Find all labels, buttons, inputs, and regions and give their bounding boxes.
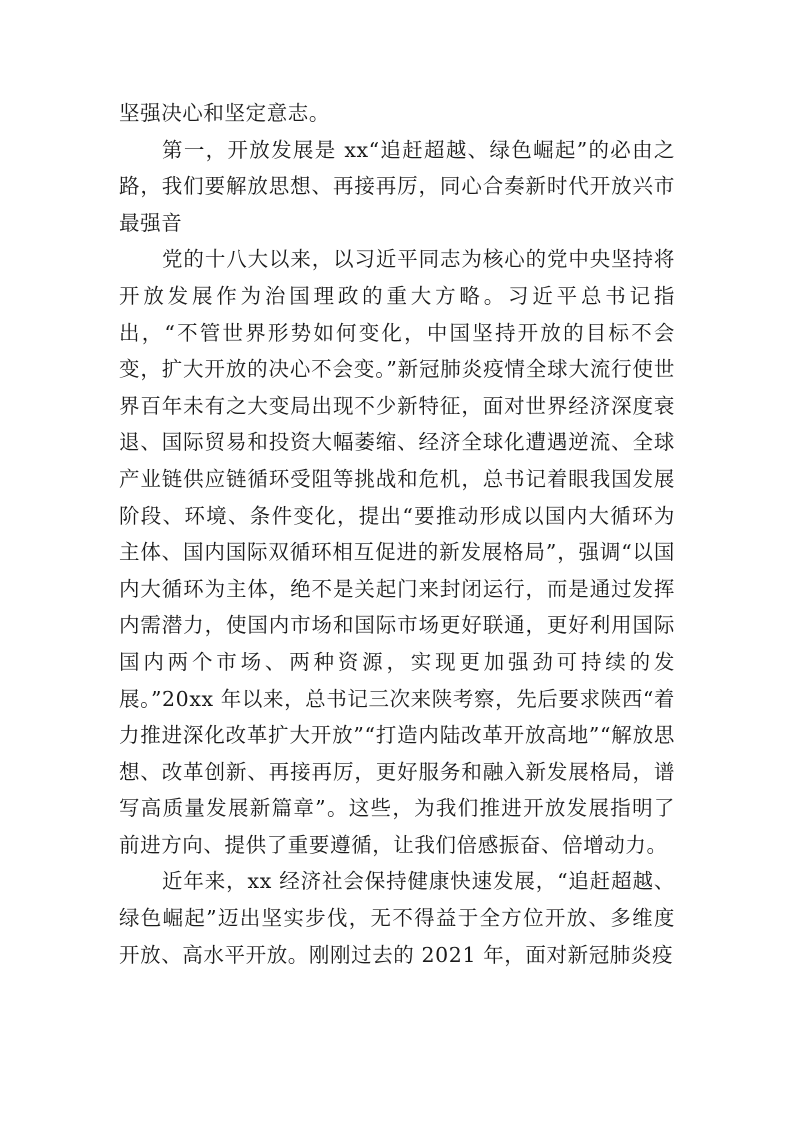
paragraph-section-heading: 第一，开放发展是 xx“追赶超越、绿色崛起”的必由之路，我们要解放思想、再接再厉，同心合奏新时代开放兴市最强音 (119, 137, 675, 235)
document-body (119, 95, 675, 973)
paragraph-continuation: 坚强决心和坚定意志。 (119, 101, 330, 125)
paragraph-body: 党的十八大以来，以习近平同志为核心的党中央坚持将开放发展作为治国理政的重大方略。习近平总书记指出，“不管世界形势如何变化，中国坚持开放的目标不会变，扩大开放的决心不会变。”新冠肺炎疫情全球大流行使世界百年未有之大变局出现不少新特征，面对世界经济深度衰退、国际贸易和投资大幅萎缩、经济全球化遭遇逆流、全球产业链供应链循环受阻等挑战和危机，总书记着眼我国发展阶段、环境、条件变化，提出“要推动形成以国内大循环为主体、国内国际双循环相互促进的新发展格局”，强调“以国内大循环为主体，绝不是关起门来封闭运行，而是通过发挥内需潜力，使国内市场和国际市场更好联通，更好利用国际国内两个市场、两种资源，实现更加强劲可持续的发展。”20xx 年以来，总书记三次来陕考察，先后要求陕西“着力推进深化改革扩大开放”“打造内陆改革开放高地”“解放思想、改革创新、再接再厉，更好服务和融入新发展格局，谱写高质量发展新篇章”。这些，为我们推进开放发展指明了前进方向、提供了重要遵循，让我们倍感振奋、倍增动力。 (119, 247, 675, 857)
paragraph-body: 近年来，xx 经济社会保持健康快速发展，“追赶超越、绿色崛起”迈出坚实步伐，无不得益于全方位开放、多维度开放、高水平开放。刚刚过去的 2021 年，面对新冠肺炎疫 (119, 869, 675, 967)
